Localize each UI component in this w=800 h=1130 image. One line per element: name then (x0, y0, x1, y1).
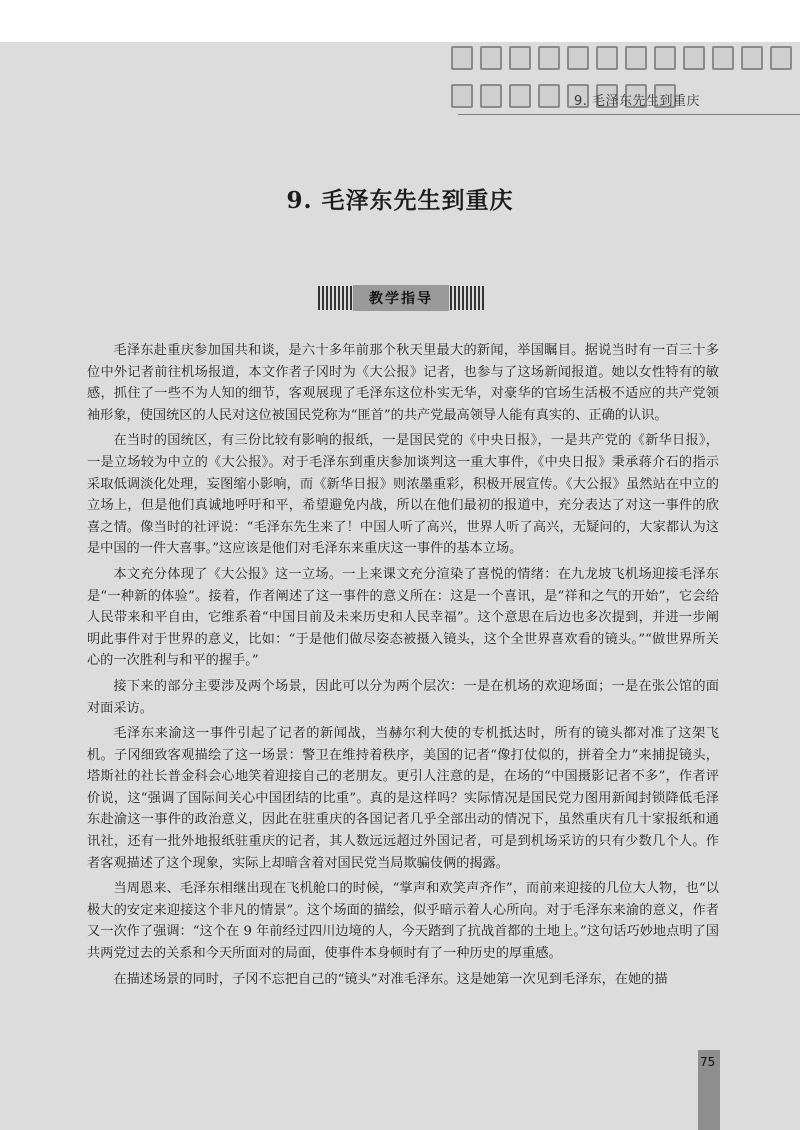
paragraph: 接下来的部分主要涉及两个场景，因此可以分为两个层次：一是在机场的欢迎场面；一是在张公馆的面对面采访。 (87, 678, 719, 716)
section-heading: 教学指导 (353, 285, 449, 311)
paragraph: 在当时的国统区，有三份比较有影响的报纸，一是国民党的《中央日报》，一是共产党的《新华日报》，一是立场较为中立的《大公报》。对于毛泽东到重庆参加谈判这一重大事件，《中央日报》秉承蒋介石的指示采取低调淡化处理，妄图缩小影响，而《新华日报》则浓墨重彩，积极开展宣传。《大公报》虽然站在中立的立场上，但是他们真诚地呼吁和平，希望避免内战，所以在他们最初的报道中，充分表达了对这一事件的欣喜之情。像当时的社评说：“毛泽东先生来了！中国人听了高兴，世界人听了高兴，无疑问的，大家都认为这是中国的一件大喜事。”这应该是他们对毛泽东来重庆这一事件的基本立场。 (87, 433, 719, 557)
paragraph: 本文充分体现了《大公报》这一立场。一上来课文充分渲染了喜悦的情绪：在九龙坡飞机场迎接毛泽东是“一种新的体验”。接着，作者阐述了这一事件的意义所在：这是一个喜讯，是“祥和之气的开始”，它会给人民带来和平自由，它维系着“中国目前及未来历史和人民幸福”。这个意思在后边也多次提到，并进一步阐明此事件对于世界的意义，比如：“于是他们做尽姿态被摄入镜头，这个全世界喜欢看的镜头。”“做世界所关心的一次胜利与和平的握手。” (87, 566, 719, 669)
paragraph: 毛泽东来渝这一事件引起了记者的新闻战，当赫尔利大使的专机抵达时，所有的镜头都对准了这架飞机。子冈细致客观描绘了这一场景：警卫在维持着秩序，美国的记者“像打仗似的，拼着全力”来捕捉镜头，塔斯社的社长普金科会心地笑着迎接自己的老朋友。更引人注意的是，在场的“中国摄影记者不多”，作者评价说，这“强调了国际间关心中国团结的比重”。真的是这样吗？实际情况是国民党力图用新闻封锁降低毛泽东赴渝这一事件的政治意义，因此在驻重庆的各国记者几乎全部出动的情况下，虽然重庆有几十家报纸和通讯社，还有一批外地报纸驻重庆的记者，其人数远远超过外国记者，可是到机场采访的只有少数几个人。作者客观描述了这个现象，实际上却暗含着对国民党当局欺骗伎俩的揭露。 (87, 726, 719, 871)
section-banner (318, 286, 484, 310)
paragraph: 毛泽东赴重庆参加国共和谈，是六十多年前那个秋天里最大的新闻，举国瞩目。据说当时有一百三十多位中外记者前往机场报道，本文作者子冈时为《大公报》记者，也参与了这场新闻报道。她以女性特有的敏感，抓住了一些不为人知的细节，客观展现了毛泽东这位朴实无华，对豪华的官场生活极不适应的共产党领袖形象，使国统区的人民对这位被国民党称为“匪首”的共产党最高领导人能有真实的、正确的认识。 (87, 343, 719, 423)
paragraph: 当周恩来、毛泽东相继出现在飞机舱口的时候，“掌声和欢笑声齐作”，而前来迎接的几位大人物，也“以极大的安定来迎接这个非凡的情景”。这个场面的描绘，似乎暗示着人心所向。对于毛泽东来渝的意义，作者又一次作了强调：“这个在 9 年前经过四川边境的人，今天踏到了抗战首都的土地上。”这句话巧妙地点明了国共两党过去的关系和今天所面对的局面，使事件本身顿时有了一种历史的厚重感。 (87, 881, 719, 962)
book-page (0, 42, 800, 1130)
paragraph: 在描述场景的同时，子冈不忘把自己的“镜头”对准毛泽东。这是她第一次见到毛泽东，在她的描 (113, 971, 668, 987)
body-text (87, 340, 719, 994)
running-header-title: 9. 毛泽东先生到重庆 (573, 94, 700, 109)
page-number: 75 (700, 1055, 716, 1069)
header-rule (458, 114, 800, 115)
chapter-title: 9. 毛泽东先生到重庆 (286, 187, 514, 214)
